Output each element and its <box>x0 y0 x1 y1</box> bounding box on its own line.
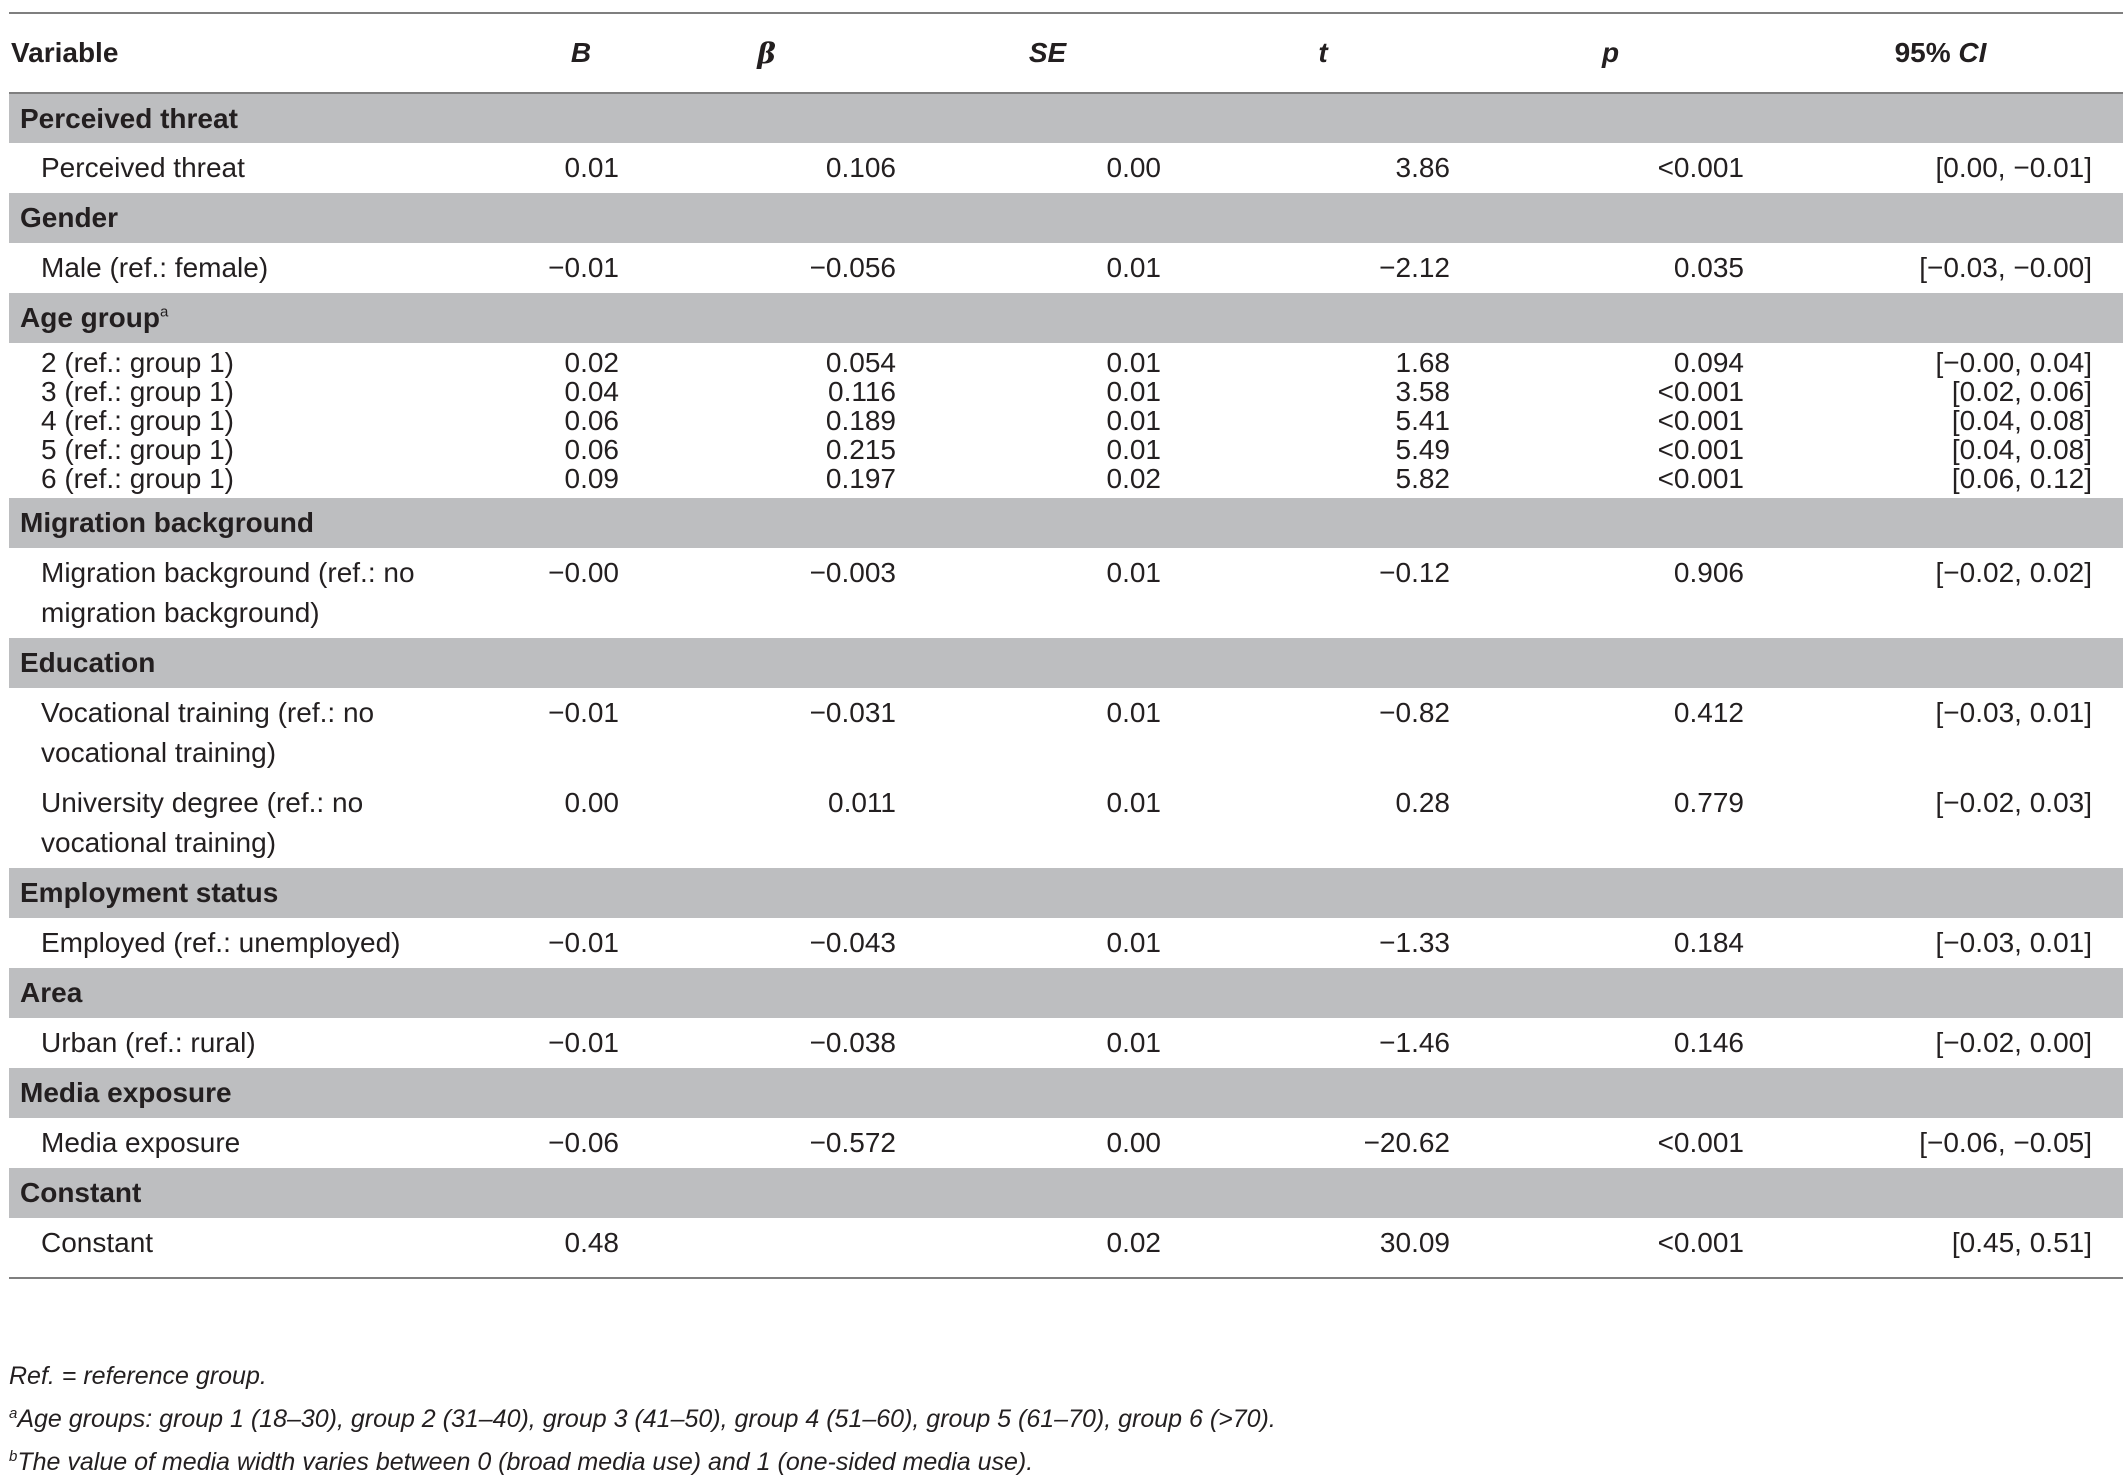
cell-b: 0.06 <box>564 405 619 436</box>
variable-line: Employed (ref.: unemployed) <box>41 927 401 958</box>
cell-ci: [−0.00, 0.04] <box>1935 347 2092 378</box>
group-label-text: Employment status <box>20 877 279 908</box>
cell-b: −0.01 <box>548 252 619 283</box>
cell-variable <box>9 1218 541 1278</box>
cell-se: 0.01 <box>1106 434 1161 465</box>
table-row <box>9 778 2123 868</box>
cell-variable <box>9 548 541 638</box>
cell-beta: 0.054 <box>825 347 896 378</box>
cell-t: 3.58 <box>1395 376 1450 407</box>
cell-b: −0.06 <box>548 1127 619 1158</box>
group-label <box>9 93 2123 143</box>
cell-p: <0.001 <box>1657 405 1744 436</box>
cell-p: <0.001 <box>1657 152 1744 183</box>
variable-line: Urban (ref.: rural) <box>41 1027 256 1058</box>
cell-ci: [−0.06, −0.05] <box>1919 1127 2092 1158</box>
cell-ci: [−0.02, 0.00] <box>1935 1027 2092 1058</box>
cell-variable <box>9 1118 541 1168</box>
cell-b: −0.01 <box>548 1027 619 1058</box>
header-b: B <box>541 13 621 93</box>
variable-line: migration background) <box>41 597 320 628</box>
cell-ci: [0.02, 0.06] <box>1951 376 2092 407</box>
cell-t: −20.62 <box>1363 1127 1450 1158</box>
footnote <box>9 1395 1276 1438</box>
variable-line: Perceived threat <box>41 152 245 183</box>
cell-b: 0.01 <box>564 152 619 183</box>
cell-se: 0.02 <box>912 1218 1183 1278</box>
footnote-text: Age groups: group 1 (18–30), group 2 (31–40), group 3 (41–50), group 4 (51–60), group 5 (61–70), group 6 (>70). <box>17 1405 1276 1433</box>
cell-beta: −0.003 <box>809 557 896 588</box>
cell-beta: 0.116 <box>828 376 896 407</box>
cell-p: <0.001 <box>1657 1127 1744 1158</box>
group-header-row <box>9 293 2123 343</box>
group-header-row <box>9 193 2123 243</box>
header-se: SE <box>912 13 1183 93</box>
cell-ci: [−0.02, 0.03] <box>1935 787 2092 818</box>
cell-p: 0.906 <box>1673 557 1744 588</box>
table-row <box>9 548 2123 638</box>
cell-variable <box>9 464 541 498</box>
regression-table <box>9 12 2123 1279</box>
cell-b: 0.00 <box>564 787 619 818</box>
variable-line: Vocational training (ref.: no <box>41 697 375 728</box>
group-label <box>9 193 2123 243</box>
group-label-text: Constant <box>20 1177 142 1208</box>
cell-t: 5.49 <box>1395 434 1450 465</box>
cell-ci: [−0.03, 0.01] <box>1935 927 2092 958</box>
cell-t: 30.09 <box>1183 1218 1463 1278</box>
cell-beta: 0.106 <box>825 152 896 183</box>
cell-b: −0.01 <box>548 927 619 958</box>
cell-se: 0.01 <box>1106 697 1161 728</box>
cell-beta: −0.031 <box>809 697 896 728</box>
cell-ci: [0.04, 0.08] <box>1951 434 2092 465</box>
cell-se: 0.01 <box>1106 252 1161 283</box>
cell-ci: [−0.03, 0.01] <box>1935 697 2092 728</box>
cell-t: 0.28 <box>1395 787 1450 818</box>
group-label <box>9 293 2123 343</box>
table-row <box>9 1118 2123 1168</box>
cell-variable <box>9 688 541 778</box>
variable-line: 5 (ref.: group 1) <box>41 434 234 465</box>
table-row <box>9 1018 2123 1068</box>
group-label <box>9 968 2123 1018</box>
cell-variable <box>9 435 541 464</box>
cell-variable <box>9 918 541 968</box>
cell-p: <0.001 <box>1657 434 1744 465</box>
group-label-text: Age group <box>20 302 160 333</box>
footnote-marker: a <box>9 1405 18 1422</box>
cell-se: 0.02 <box>1106 463 1161 494</box>
table-row <box>9 435 2123 464</box>
footnote-text: The value of media width varies between 0 (broad media use) and 1 (one-sided media use). <box>17 1448 1034 1476</box>
cell-beta: −0.043 <box>809 927 896 958</box>
footnote-text: Ref. = reference group. <box>9 1362 267 1390</box>
cell-t: −0.82 <box>1379 697 1450 728</box>
cell-se: 0.01 <box>1106 557 1161 588</box>
cell-b: −0.01 <box>548 697 619 728</box>
cell-t: −2.12 <box>1379 252 1450 283</box>
cell-variable <box>9 1018 541 1068</box>
variable-line: 3 (ref.: group 1) <box>41 376 234 407</box>
table-header-row <box>9 13 2123 93</box>
cell-beta: 0.197 <box>825 463 896 494</box>
table-row <box>9 343 2123 377</box>
cell-beta: 0.189 <box>825 405 896 436</box>
footnote-marker: b <box>9 1448 18 1465</box>
variable-line: University degree (ref.: no <box>41 787 364 818</box>
cell-ci: [0.00, −0.01] <box>1935 152 2092 183</box>
cell-t: 1.68 <box>1395 347 1450 378</box>
group-header-row <box>9 93 2123 143</box>
cell-ci: [−0.02, 0.02] <box>1935 557 2092 588</box>
cell-variable <box>9 243 541 293</box>
table-footnotes <box>9 1358 1276 1481</box>
cell-p: <0.001 <box>1463 1218 1758 1278</box>
group-label <box>9 498 2123 548</box>
cell-p: <0.001 <box>1657 463 1744 494</box>
cell-ci: [−0.03, −0.00] <box>1919 252 2092 283</box>
cell-se: 0.01 <box>1106 347 1161 378</box>
cell-p: 0.412 <box>1673 697 1744 728</box>
group-label-text: Area <box>20 977 83 1008</box>
group-label-text: Media exposure <box>20 1077 232 1108</box>
group-header-row <box>9 1068 2123 1118</box>
table-row <box>9 143 2123 193</box>
group-label <box>9 638 2123 688</box>
variable-line: vocational training) <box>41 737 277 768</box>
group-label <box>9 1168 2123 1218</box>
table-row <box>9 406 2123 435</box>
cell-t: −1.46 <box>1379 1027 1450 1058</box>
cell-se: 0.01 <box>1106 927 1161 958</box>
group-header-row <box>9 638 2123 688</box>
variable-line: vocational training) <box>41 827 277 858</box>
cell-beta <box>621 1218 912 1278</box>
cell-b: −0.00 <box>548 557 619 588</box>
header-variable: Variable <box>9 13 541 93</box>
cell-p: 0.094 <box>1673 347 1744 378</box>
group-label <box>9 868 2123 918</box>
header-p: p <box>1463 13 1758 93</box>
cell-variable <box>9 406 541 435</box>
header-beta: β <box>621 13 912 93</box>
cell-b: 0.02 <box>564 347 619 378</box>
cell-beta: −0.572 <box>809 1127 896 1158</box>
cell-p: 0.035 <box>1673 252 1744 283</box>
cell-ci: [0.04, 0.08] <box>1951 405 2092 436</box>
table-row <box>9 918 2123 968</box>
cell-p: <0.001 <box>1657 376 1744 407</box>
cell-ci: [0.45, 0.51] <box>1758 1218 2123 1278</box>
cell-variable <box>9 778 541 868</box>
table-row <box>9 377 2123 406</box>
variable-line: Male (ref.: female) <box>41 252 269 283</box>
group-label-text: Gender <box>20 202 119 233</box>
group-header-row <box>9 968 2123 1018</box>
cell-variable <box>9 343 541 377</box>
header-ci-label: 95% CI <box>1894 37 1987 68</box>
footnote <box>9 1438 1276 1481</box>
cell-se: 0.01 <box>1106 1027 1161 1058</box>
group-label-text: Perceived threat <box>20 102 238 134</box>
cell-t: 5.41 <box>1395 405 1450 436</box>
group-header-row <box>9 1168 2123 1218</box>
variable-line: Media exposure <box>41 1127 241 1158</box>
cell-se: 0.01 <box>1106 405 1161 436</box>
cell-b: 0.06 <box>564 434 619 465</box>
cell-ci: [0.06, 0.12] <box>1951 463 2092 494</box>
cell-b: 0.04 <box>564 376 619 407</box>
variable-line: Migration background (ref.: no <box>41 557 415 588</box>
table-row <box>9 464 2123 498</box>
table-body <box>9 93 2123 1278</box>
group-label <box>9 1068 2123 1118</box>
cell-variable <box>9 143 541 193</box>
variable-line: Constant <box>41 1227 154 1258</box>
cell-p: 0.146 <box>1673 1027 1744 1058</box>
cell-se: 0.00 <box>1106 152 1161 183</box>
header-t: t <box>1183 13 1463 93</box>
cell-b: 0.09 <box>564 463 619 494</box>
cell-t: 5.82 <box>1395 463 1450 494</box>
group-header-row <box>9 498 2123 548</box>
cell-p: 0.779 <box>1673 787 1744 818</box>
cell-beta: 0.215 <box>825 434 896 465</box>
table-row <box>9 1218 2123 1278</box>
group-label-text: Education <box>20 647 156 678</box>
table-row <box>9 243 2123 293</box>
cell-beta: −0.056 <box>809 252 896 283</box>
cell-beta: −0.038 <box>809 1027 896 1058</box>
group-label-text: Migration background <box>20 507 314 538</box>
variable-line: 4 (ref.: group 1) <box>41 405 234 436</box>
header-ci <box>1758 13 2123 93</box>
table-row <box>9 688 2123 778</box>
cell-variable <box>9 377 541 406</box>
group-header-row <box>9 868 2123 918</box>
footnote <box>9 1358 1276 1395</box>
cell-se: 0.01 <box>1106 787 1161 818</box>
cell-beta: 0.011 <box>828 787 896 818</box>
cell-b: 0.48 <box>541 1218 621 1278</box>
cell-se: 0.00 <box>1106 1127 1161 1158</box>
cell-t: 3.86 <box>1395 152 1450 183</box>
cell-p: 0.184 <box>1673 927 1744 958</box>
variable-line: 6 (ref.: group 1) <box>41 463 234 494</box>
variable-line: 2 (ref.: group 1) <box>41 347 234 378</box>
cell-se: 0.01 <box>1106 376 1161 407</box>
cell-t: −0.12 <box>1379 557 1450 588</box>
footnote-marker: a <box>160 303 169 321</box>
cell-t: −1.33 <box>1379 927 1450 958</box>
